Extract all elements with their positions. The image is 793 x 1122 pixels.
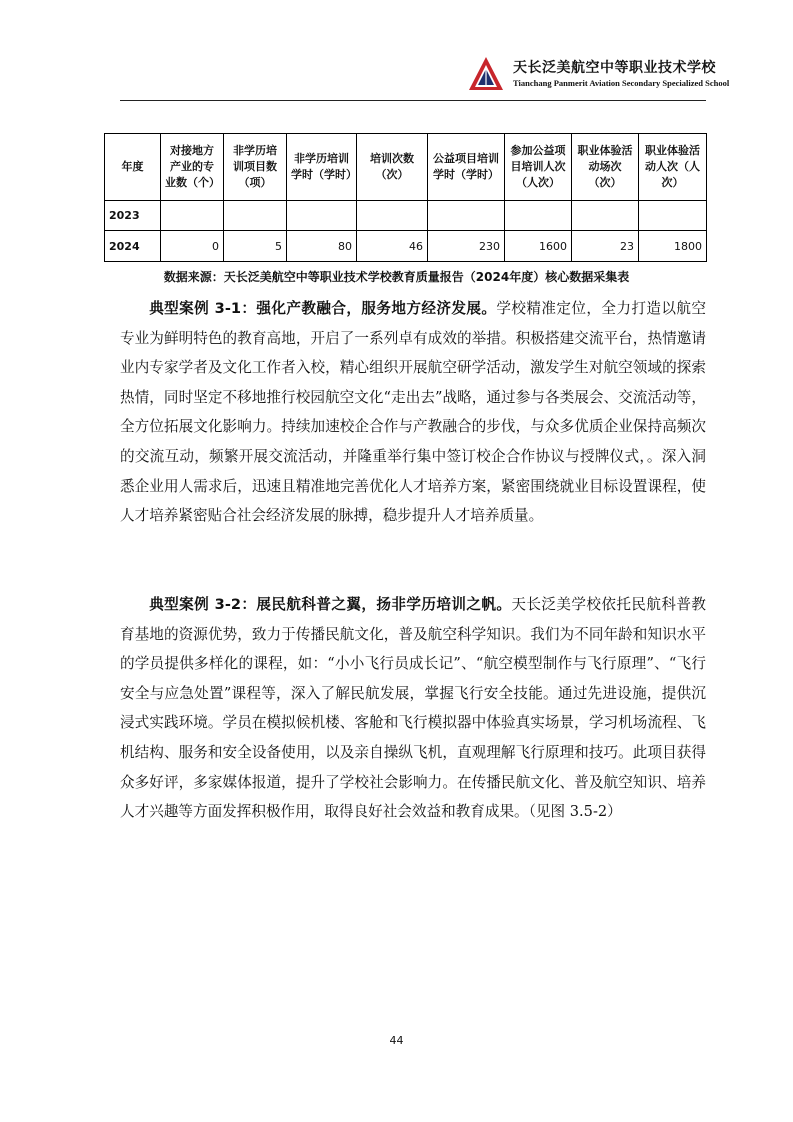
table-header-cell: 对接地方产业的专业数（个） [161, 134, 224, 201]
table-cell: 46 [357, 231, 428, 262]
case-title-3-2: 典型案例 3-2：展民航科普之翼，扬非学历培训之帆。 [149, 596, 512, 613]
table-cell: 230 [428, 231, 505, 262]
case-paragraph-3-1 [120, 294, 706, 531]
table-row [105, 201, 707, 231]
table-cell [357, 201, 428, 231]
table-header-cell: 职业体验活动场次（次） [572, 134, 639, 201]
school-name-cn: 天长泛美航空中等职业技术学校 [513, 60, 716, 76]
table-cell: 5 [224, 231, 287, 262]
school-logo-icon [466, 54, 506, 94]
school-name-en: Tianchang Panmerit Aviation Secondary Specialized School [513, 78, 730, 88]
table-header-cell: 非学历培训学时（学时） [287, 134, 357, 201]
table-cell: 1800 [639, 231, 707, 262]
case-body-3-2: 天长泛美学校依托民航科普教育基地的资源优势，致力于传播民航文化，普及航空科学知识。我们为不同年龄和知识水平的学员提供多样化的课程，如：“小小飞行员成长记”、“航空模型制作与飞行原理”、“飞行安全与应急处置”课程等，深入了解民航发展，掌握飞行安全技能。通过先进设施，提供沉浸式实践环境。学员在模拟候机楼、客舱和飞行模拟器中体验真实场景，学习机场流程、飞机结构、服务和安全设备使用，以及亲自操纵飞机，直观理解飞行原理和技巧。此项目获得众多好评，多家媒体报道，提升了学校社会影响力。在传播民航文化、普及航空知识、培养人才兴趣等方面发挥积极作用，取得良好社会效益和教育成果。（见图 3.5-2） [120, 596, 706, 821]
table-header-row [105, 134, 707, 201]
table-cell-year: 2024 [105, 231, 161, 262]
table-cell: 1600 [505, 231, 572, 262]
table-cell: 0 [161, 231, 224, 262]
table-header-cell: 非学历培训项目数（项） [224, 134, 287, 201]
table-cell [505, 201, 572, 231]
case-body-3-1: 学校精准定位，全力打造以航空专业为鲜明特色的教育高地，开启了一系列卓有成效的举措。积极搭建交流平台，热情邀请业内专家学者及文化工作者入校，精心组织开展航空研学活动，激发学生对航空领域的探索热情，同时坚定不移地推行校园航空文化“走出去”战略，通过参与各类展会、交流活动等，全方位拓展文化影响力。持续加速校企合作与产教融合的步伐，与众多优质企业保持高频次的交流互动，频繁开展交流活动，并隆重举行集中签订校企合作协议与授牌仪式，。深入洞悉企业用人需求后，迅速且精准地完善优化人才培养方案，紧密围绕就业目标设置课程，使人才培养紧密贴合社会经济发展的脉搏，稳步提升人才培养质量。 [120, 300, 706, 525]
table-cell [572, 201, 639, 231]
statistics-table [104, 133, 707, 262]
table-source-note: 数据来源：天长泛美航空中等职业技术学校教育质量报告（2024年度）核心数据采集表 [163, 270, 630, 284]
header-divider [120, 100, 706, 101]
table-cell: 23 [572, 231, 639, 262]
table-header-cell: 培训次数（次） [357, 134, 428, 201]
table-cell [639, 201, 707, 231]
table-header-cell: 年度 [105, 134, 161, 201]
case-title-3-1: 典型案例 3-1：强化产教融合，服务地方经济发展。 [149, 300, 497, 317]
table-header-cell: 公益项目培训学时（学时） [428, 134, 505, 201]
page-header [120, 48, 730, 100]
case-paragraph-3-2 [120, 590, 706, 827]
table-cell [224, 201, 287, 231]
table-cell: 80 [287, 231, 357, 262]
table-header-cell: 参加公益项目培训人次（人次） [505, 134, 572, 201]
table-cell [287, 201, 357, 231]
table-header-cell: 职业体验活动人次（人次） [639, 134, 707, 201]
table-cell [428, 201, 505, 231]
table-row [105, 231, 707, 262]
table-cell [161, 201, 224, 231]
table-cell-year: 2023 [105, 201, 161, 231]
page-number: 44 [389, 1034, 404, 1047]
